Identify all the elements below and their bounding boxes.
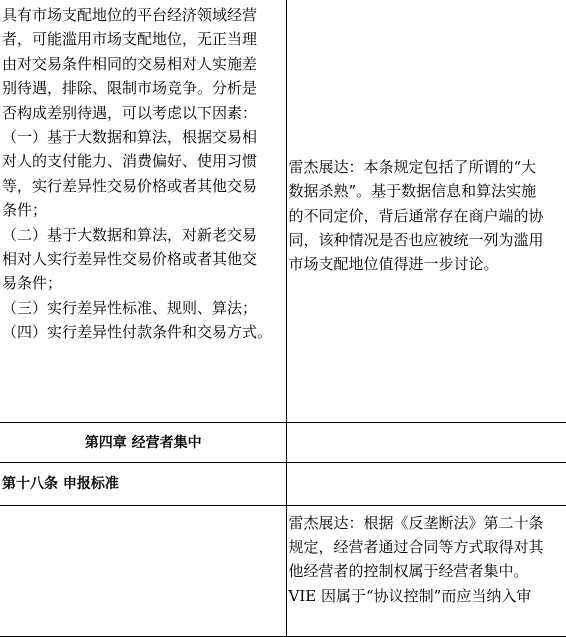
provision-line: 易条件；	[2, 271, 285, 295]
table-row	[0, 462, 566, 505]
comment-cell	[286, 0, 566, 422]
chapter-heading-cell	[0, 422, 286, 462]
provision-line: 对人的支付能力、消费偏好、使用习惯	[2, 149, 285, 173]
comment-line: 数据杀熟”。基于数据信息和算法实施	[289, 179, 566, 203]
comment-line: VIE 因属于“协议控制”而应当纳入审	[289, 584, 566, 608]
provision-line: （四）实行差异性付款条件和交易方式。	[2, 320, 285, 344]
article-heading-cell	[0, 462, 286, 505]
provision-text-cell	[0, 505, 286, 636]
provision-line: 由对交易条件相同的交易相对人实施差	[2, 52, 285, 76]
provision-line: 否构成差别待遇，可以考虑以下因素：	[2, 101, 285, 125]
provision-line: 等，实行差异性交易价格或者其他交易	[2, 174, 285, 198]
comment-line: 规定，经营者通过合同等方式取得对其	[289, 535, 566, 559]
comment-line: 同，该种情况是否也应被统一列为滥用	[289, 228, 566, 252]
comment-line: 市场支配地位值得进一步讨论。	[289, 252, 566, 276]
comment-line: 他经营者的控制权属于经营者集中。	[289, 559, 566, 583]
provision-line: 相对人实行差异性交易价格或者其他交	[2, 247, 285, 271]
provision-line: （二）基于大数据和算法，对新老交易	[2, 223, 285, 247]
provision-line: （三）实行差异性标准、规则、算法；	[2, 296, 285, 320]
comment-line: 雷杰展达：本条规定包括了所谓的“大	[289, 155, 566, 179]
provision-line: 别待遇，排除、限制市场竞争。分析是	[2, 76, 285, 100]
comment-line: 的不同定价，背后通常存在商户端的协	[289, 204, 566, 228]
comment-cell	[286, 505, 566, 636]
provision-line: 者，可能滥用市场支配地位，无正当理	[2, 27, 285, 51]
table-row	[0, 422, 566, 462]
provision-line: 具有市场支配地位的平台经济领域经营	[2, 3, 285, 27]
provision-text-cell	[0, 0, 286, 422]
table-row	[0, 505, 566, 636]
comment-cell	[286, 462, 566, 505]
comment-line: 雷杰展达：根据《反垄断法》第二十条	[289, 511, 566, 535]
comment-cell	[286, 422, 566, 462]
chapter-heading: 第四章 经营者集中	[85, 435, 202, 451]
provision-line: 条件；	[2, 198, 285, 222]
article-heading: 第十八条 申报标准	[2, 476, 119, 492]
provision-line: （一）基于大数据和算法，根据交易相	[2, 125, 285, 149]
